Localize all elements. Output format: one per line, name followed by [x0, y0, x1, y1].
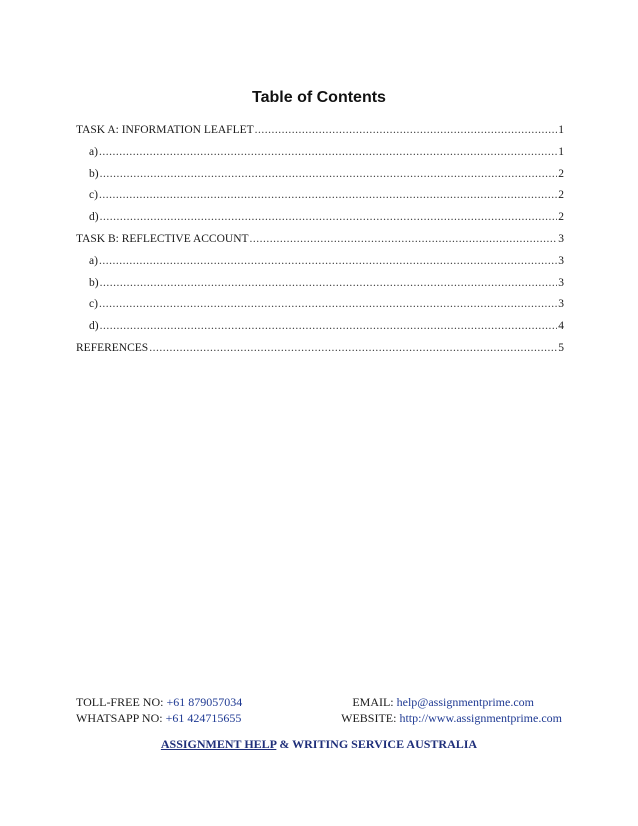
toll-free	[76, 694, 242, 710]
toc-entry-label: TASK B: REFLECTIVE ACCOUNT	[76, 232, 249, 245]
toc-leader-dots	[100, 317, 558, 335]
footer-contact	[76, 694, 562, 726]
toc-entry-label: a)	[89, 254, 98, 267]
toc-entry-page: 3	[558, 276, 564, 289]
toc-leader-dots	[99, 186, 557, 204]
toc-entry[interactable]	[76, 230, 564, 252]
toc-entry[interactable]	[76, 186, 564, 208]
whatsapp-number[interactable]: +61 424715655	[165, 711, 242, 725]
brand-line	[0, 737, 638, 752]
brand-rest: & WRITING SERVICE AUSTRALIA	[279, 737, 478, 751]
toc-entry[interactable]	[76, 121, 564, 143]
toc-leader-dots	[99, 143, 557, 161]
website-link[interactable]: http://www.assignmentprime.com	[399, 711, 562, 725]
website	[341, 710, 562, 726]
toc-entry-label: c)	[89, 189, 98, 202]
toc-entry-page: 5	[558, 341, 564, 354]
toc-leader-dots	[250, 230, 558, 248]
toc-leader-dots	[99, 295, 557, 313]
toc-entry-label: REFERENCES	[76, 341, 149, 354]
toc-entry-page: 2	[558, 189, 564, 202]
email-link[interactable]: help@assignmentprime.com	[396, 695, 534, 709]
toc-entry[interactable]	[76, 317, 564, 339]
whatsapp-label: WHATSAPP NO:	[76, 711, 163, 725]
toc-entry[interactable]	[76, 165, 564, 187]
toc-entry-page: 1	[558, 124, 564, 136]
table-of-contents	[76, 121, 564, 361]
footer-row-1	[76, 694, 562, 710]
toc-leader-dots	[255, 121, 558, 139]
toll-free-label: TOLL-FREE NO:	[76, 695, 164, 709]
toc-entry[interactable]	[76, 339, 564, 361]
toc-entry[interactable]	[76, 252, 564, 274]
toc-entry-page: 3	[558, 298, 564, 311]
toc-entry[interactable]	[76, 295, 564, 317]
toc-entry[interactable]	[76, 143, 564, 165]
toc-entry-label: TASK A: INFORMATION LEAFLET	[76, 124, 254, 136]
brand-link[interactable]: ASSIGNMENT HELP	[160, 737, 277, 751]
whatsapp	[76, 710, 241, 726]
toc-entry-page: 2	[558, 211, 564, 224]
toc-leader-dots	[99, 252, 557, 270]
toc-leader-dots	[100, 274, 558, 292]
toc-entry-page: 3	[558, 232, 564, 245]
toc-entry[interactable]	[76, 274, 564, 296]
toc-entry-label: d)	[89, 211, 99, 224]
footer-row-2	[76, 710, 562, 726]
toc-leader-dots	[100, 165, 558, 183]
toc-entry-page: 2	[558, 167, 564, 180]
toc-entry-label: b)	[89, 167, 99, 180]
toc-entry-page: 4	[558, 320, 564, 333]
toc-entry-page: 3	[558, 254, 564, 267]
toc-leader-dots	[149, 339, 557, 357]
email-label: EMAIL:	[352, 695, 394, 709]
toc-entry[interactable]	[76, 208, 564, 230]
toc-entry-label: b)	[89, 276, 99, 289]
toc-leader-dots	[100, 208, 558, 226]
toc-entry-label: d)	[89, 320, 99, 333]
toc-title: Table of Contents	[252, 89, 386, 106]
website-label: WEBSITE:	[341, 711, 397, 725]
toll-free-number[interactable]: +61 879057034	[166, 695, 243, 709]
toc-entry-label: c)	[89, 298, 98, 311]
email	[352, 694, 562, 710]
toc-entry-page: 1	[558, 145, 564, 158]
toc-entry-label: a)	[89, 145, 98, 158]
